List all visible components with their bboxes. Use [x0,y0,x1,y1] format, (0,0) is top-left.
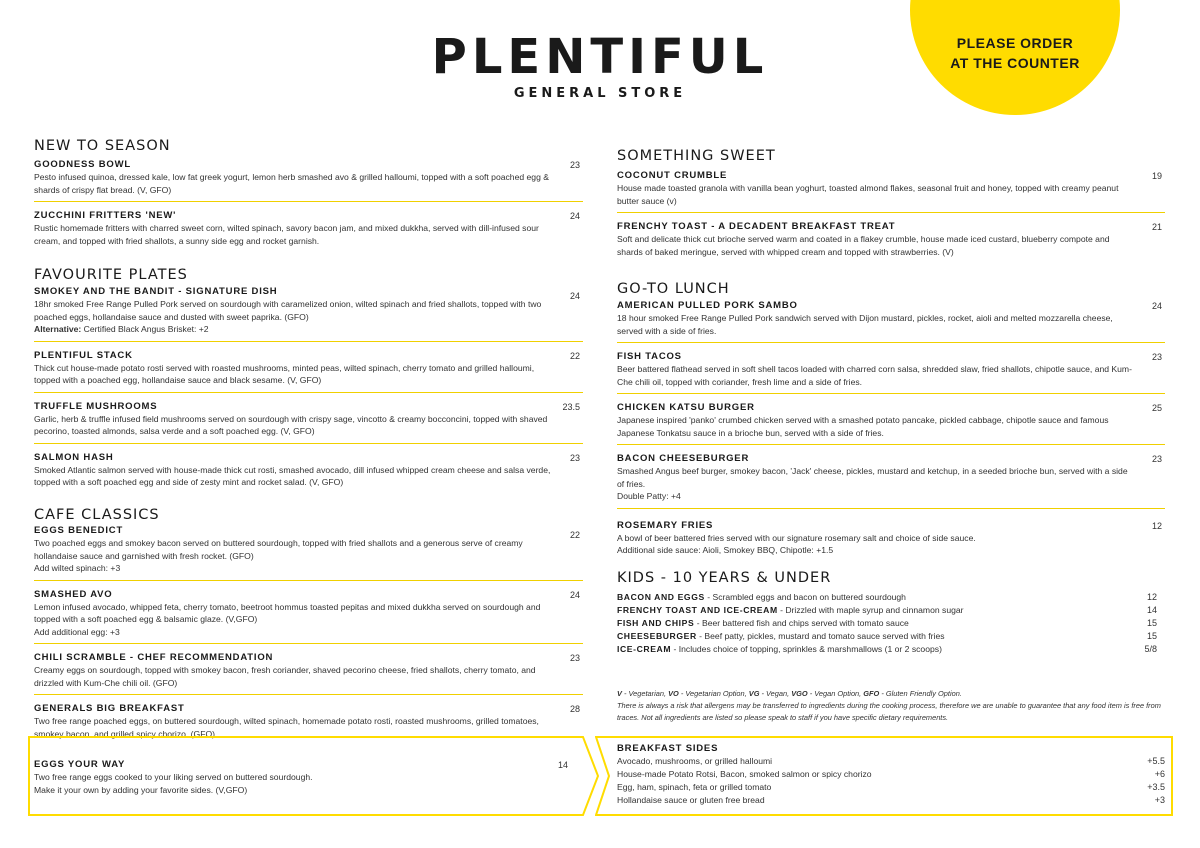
section-title: BREAKFAST SIDES [617,743,719,754]
kids-item-desc: - Beer battered fish and chips served with tomato sauce [694,618,909,628]
section-favourite-plates [34,267,583,501]
item-name: SMOKEY AND THE BANDIT - SIGNATURE DISH [34,286,278,297]
breakfast-sides-box [595,736,1173,816]
kids-item-name: FRENCHY TOAST AND ICE-CREAM [617,605,778,615]
kids-item-price: 5/8 [1144,644,1157,654]
item-price: 23 [1151,352,1162,362]
item-name: GOODNESS BOWL [34,159,131,170]
item-price: 28 [569,704,580,714]
item-name: GENERALS BIG BREAKFAST [34,703,185,714]
item-desc: 18hr smoked Free Range Pulled Pork served on sourdough with caramelized onion, wilted spinach and fried shallots, topped with two poached eggs, hollandaise sauce and dusted with sweet paprika. (GFO) [34,299,542,322]
item-name: SALMON HASH [34,451,114,463]
side-item [617,794,1165,807]
side-item-price: +3 [1154,795,1165,805]
kids-item [617,591,1165,604]
legend-v: V [617,689,622,698]
side-item-text: Hollandaise sauce or gluten free bread [617,795,765,805]
item-name: FRENCHY TOAST - A DECADENT BREAKFAST TREAT [617,221,896,232]
menu-item [34,349,583,393]
side-item [617,755,1165,768]
side-item-text: Egg, ham, spinach, feta or grilled tomato [617,782,772,792]
section-kids [617,570,1165,656]
kids-item [617,630,1165,643]
section-new-to-season [34,138,583,259]
section-title: SOMETHING SWEET [617,148,776,164]
item-price: 24 [1151,301,1162,311]
menu-item [617,220,1165,263]
legend-disclaimer: There is always a risk that allergens may be transferred to ingredients during the cooking process, therefore we are unable to guarantee that any food item is free from traces. Not all ingredients are listed so please speak to staff if you have specific dietary requirements. [617,701,1161,722]
item-desc: Thick cut house-made potato rosti served with roasted mushrooms, minted peas, wilted spinach, cherry tomato and grilled halloumi, topped with a poached egg, hollandaise sauce and black sesame. (V, GFO) [34,362,535,385]
section-title: NEW TO SEASON [34,138,171,154]
item-price: 23 [569,160,580,170]
logo-sub: GENERAL STORE [513,86,687,101]
item-price: 14 [557,760,568,770]
item-desc: Smoked Atlantic salmon served with house-made thick cut rosti, smashed avocado, dill infused whipped cream cheese and salsa verde, topped with a soft poached egg and side of zesty mint and rocket salad. (V, GFO) [34,464,551,487]
item-price: 24 [569,589,580,600]
menu-item [34,209,583,252]
legend-gfo-text: - Gluten Friendly Option. [879,689,962,698]
item-price: 22 [569,350,580,361]
item-extra: Add wilted spinach: +3 [34,563,121,573]
kids-item-price: 15 [1146,631,1157,641]
item-extra: Additional side sauce: Aioli, Smokey BBQ, Chipotle: +1.5 [617,545,834,555]
item-desc: Two free range eggs cooked to your liking served on buttered sourdough. [34,772,313,782]
item-desc: Two poached eggs and smokey bacon served on buttered sourdough, topped with fried shallots and a generous serve of creamy hollandaise sauce and garnished with fresh rocket. (GFO) [34,538,523,561]
menu-item [617,519,1165,562]
legend-vg: VG [748,689,760,698]
menu-item [617,169,1165,213]
menu-item [34,158,583,202]
item-desc: Smashed Angus beef burger, smokey bacon, 'Jack' cheese, pickles, mustard and ketchup, in a seeded brioche bun, served with a side of fries. [617,466,1128,489]
kids-item-name: CHEESEBURGER [617,631,697,641]
menu-item [617,401,1165,445]
item-price: 25 [1151,403,1162,413]
item-price: 23.5 [562,401,580,412]
legend-vo-text: - Vegetarian Option, [678,689,749,698]
item-desc: Garlic, herb & truffle infused field mushrooms served on sourdough with crispy sage, vincotto & creamy bocconcini, topped with shaved pecorino, toasted almonds, salsa verde and a soft poached egg. (V, GFO) [34,413,548,436]
side-item [617,768,1165,781]
item-extra [34,323,583,336]
breakfast-sides [617,742,1165,807]
legend-vo: VO [668,689,679,698]
kids-item-desc: - Drizzled with maple syrup and cinnamon sugar [777,605,964,615]
item-extra-label: Alternative: [34,324,82,334]
menu-item [34,758,582,796]
dietary-legend [617,688,1165,724]
item-name: TRUFFLE MUSHROOMS [34,400,158,412]
section-cafe-classics [34,507,583,752]
item-name: COCONUT CRUMBLE [617,170,728,181]
side-item [617,781,1165,794]
item-price: 12 [1151,520,1162,531]
legend-v-text: - Vegetarian, [621,689,669,698]
item-price: 23 [569,452,580,463]
item-desc: Rustic homemade fritters with charred sweet corn, wilted spinach, savory bacon jam, and mixed dukkha, served with dill-infused sour cream, and topped with fried shallots, a sunny side egg and rocket garnish. [34,223,539,246]
item-price: 23 [569,653,580,663]
item-name: EGGS BENEDICT [34,525,124,536]
side-item-price: +5.5 [1147,756,1165,766]
menu-item [34,400,583,444]
kids-item-price: 12 [1146,592,1157,602]
kids-item-price: 14 [1146,605,1157,615]
eggs-your-way-box [28,736,600,816]
logo [400,29,800,101]
logo-main: PLENTIFUL [431,29,769,85]
item-desc: Two free range poached eggs, on buttered sourdough, wilted spinach, homemade potato rosti, roasted mushrooms, grilled tomatoes, smokey bacon, and grilled spicy chorizo. (GFO) [34,716,539,739]
menu-item [617,299,1165,343]
menu-item [34,524,583,581]
legend-vgo-text: - Vegan Option, [807,689,864,698]
item-extra: Double Patty: +4 [617,491,681,501]
item-desc: Pesto infused quinoa, dressed kale, low fat greek yogurt, lemon herb smashed avo & grilled halloumi, topped with a soft poached egg & shards of crispy flat bread. (V, GFO) [34,172,549,195]
menu-item [34,451,583,494]
item-desc: Beer battered flathead served in soft shell tacos loaded with charred corn salsa, shredded slaw, fried shallots, chipotle sauce, and Kum-Che chili oil, topped with coriander, fresh lime and a side of fries. [617,364,1132,387]
kids-item-price: 15 [1146,618,1157,628]
item-extra-text: Certified Black Angus Brisket: +2 [81,324,209,334]
menu-item [34,651,583,695]
kids-item-desc: - Scrambled eggs and bacon on buttered sourdough [704,592,906,602]
item-name: PLENTIFUL STACK [34,349,133,361]
section-title: CAFE CLASSICS [34,507,160,523]
item-desc: Lemon infused avocado, whipped feta, cherry tomato, beetroot hommus toasted pepitas and mixed dukkha served on sourdough and topped with a soft poached egg & balsamic glaze. (V,GFO) [34,601,541,624]
item-name: FISH TACOS [617,351,682,362]
item-name: CHILI SCRAMBLE - CHEF RECOMMENDATION [34,652,274,663]
kids-item-name: ICE-CREAM [617,644,672,654]
kids-item [617,643,1165,656]
item-desc-2: Make it your own by adding your favorite sides. (V,GFO) [34,784,248,795]
item-name: ZUCCHINI FRITTERS 'NEW' [34,210,177,221]
kids-item-name: BACON AND EGGS [617,592,705,602]
section-something-sweet [617,148,1165,270]
side-item-price: +6 [1154,769,1165,779]
section-title: FAVOURITE PLATES [34,267,188,283]
item-desc: A bowl of beer battered fries served with our signature rosemary salt and choice of side sauce. [617,532,976,543]
item-desc: Japanese inspired 'panko' crumbed chicken served with a smashed potato pancake, pickled cabbage, chipotle sauce and famous Japanese Tonkatsu sauce in a brioche bun, served with a side of fries. [617,415,1109,438]
item-name: BACON CHEESEBURGER [617,453,750,464]
item-price: 24 [569,211,580,221]
item-desc: Creamy eggs on sourdough, topped with smokey bacon, fresh coriander, shaved pecorino cheese, fried shallots, cherry tomato, and drizzled with Kum-Che chili oil. (GFO) [34,665,536,688]
legend-vgo: VGO [791,689,808,698]
order-banner-line1: PLEASE ORDER [956,35,1074,51]
item-price: 23 [1151,454,1162,464]
item-price: 22 [569,530,580,540]
item-desc: Soft and delicate thick cut brioche served warm and coated in a flakey crumble, house made iced custard, blueberry compote and shards of baked meringue, served with whipped cream and topped with strawberries. (V) [617,234,1110,257]
section-title: GO-TO LUNCH [617,281,730,297]
item-extra: Add additional egg: +3 [34,626,120,637]
kids-item-name: FISH AND CHIPS [617,618,695,628]
order-banner [925,33,1105,73]
menu-item [34,588,583,645]
kids-item-desc: - Beef patty, pickles, mustard and tomato sauce served with fries [696,631,945,641]
section-go-to-lunch [617,281,1165,569]
side-item-text: Avocado, mushrooms, or grilled halloumi [617,756,773,766]
kids-item [617,604,1165,617]
item-name: EGGS YOUR WAY [34,759,126,770]
item-name: SMASHED AVO [34,588,113,600]
menu-item [34,285,583,342]
item-desc: House made toasted granola with vanilla bean yoghurt, toasted almond flakes, seasonal fruit and honey, topped with creamy peanut butter sauce (v) [617,183,1119,206]
legend-vg-text: - Vegan, [759,689,792,698]
eggs-your-way [34,758,582,803]
legend-gfo: GFO [863,689,880,698]
order-banner-line2: AT THE COUNTER [950,55,1080,71]
item-price: 24 [569,291,580,301]
side-item-price: +3.5 [1147,782,1165,792]
kids-item [617,617,1165,630]
menu-item [617,452,1165,509]
item-name: ROSEMARY FRIES [617,519,714,531]
item-price: 19 [1151,171,1162,181]
item-name: AMERICAN PULLED PORK SAMBO [617,300,798,311]
item-name: CHICKEN KATSU BURGER [617,402,755,413]
legend-codes [617,688,1165,700]
side-item-text: House-made Potato Rotsi, Bacon, smoked salmon or spicy chorizo [617,769,872,779]
menu-item [617,350,1165,394]
kids-item-desc: - Includes choice of topping, sprinkles & marshmallows (1 or 2 scoops) [671,644,942,654]
item-desc: 18 hour smoked Free Range Pulled Pork sandwich served with Dijon mustard, pickles, rocket, aioli and melted mozzarella cheese, served with a side of fries. [617,313,1113,336]
item-price: 21 [1151,222,1162,232]
section-title: KIDS - 10 YEARS & UNDER [617,570,832,586]
